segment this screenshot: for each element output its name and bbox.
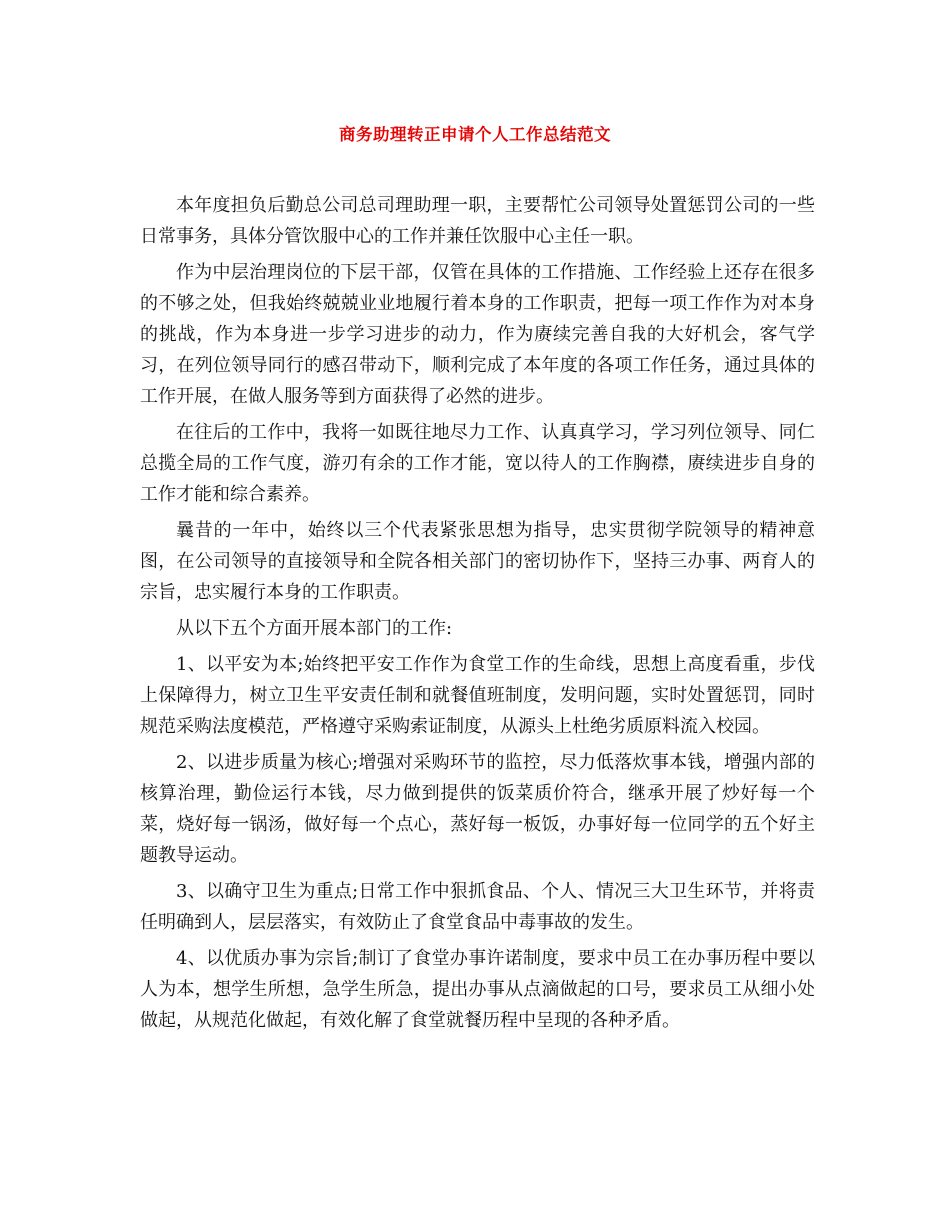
paragraph: 从以下五个方面开展本部门的工作: [176, 618, 453, 639]
paragraph: 3、以确守卫生为重点;日常工作中狠抓食品、个人、情况三大卫生环节，并将责任明确到人，层层落实，有效防止了食堂食品中毒事故的发生。 [140, 881, 815, 933]
document-body [140, 190, 815, 1041]
paragraph: 在往后的工作中，我将一如既往地尽力工作、认真真学习，学习列位领导、同仁总揽全局的工作气度，游刃有余的工作才能，宽以待人的工作胸襟，赓续进步自身的工作才能和综合素养。 [140, 422, 815, 505]
paragraph: 4、以优质办事为宗旨;制订了食堂办事许诺制度，要求中员工在办事历程中要以人为本，想学生所想，急学生所急，提出办事从点滴做起的口号，要求员工从细小处做起，从规范化做起，有效化解了食堂就餐历程中呈现的各种矛盾。 [140, 948, 815, 1031]
paragraph: 曩昔的一年中，始终以三个代表紧张思想为指导，忠实贯彻学院领导的精神意图，在公司领导的直接领导和全院各相关部门的密切协作下，坚持三办事、两育人的宗旨，忠实履行本身的工作职责。 [140, 520, 815, 603]
paragraph: 2、以进步质量为核心;增强对采购环节的监控，尽力低落炊事本钱，增强内部的核算治理，勤俭运行本钱，尽力做到提供的饭菜质价符合，继承开展了炒好每一个菜，烧好每一锅汤，做好每一个点心，蒸好每一板饭，办事好每一位同学的五个好主题教导运动。 [140, 752, 815, 866]
document-title: 商务助理转正申请个人工作总结范文 [339, 125, 611, 144]
paragraph: 作为中层治理岗位的下层干部，仅管在具体的工作措施、工作经验上还存在很多的不够之处，但我始终兢兢业业地履行着本身的工作职责，把每一项工作作为对本身的挑战，作为本身进一步学习进步的动力，作为赓续完善自我的大好机会，客气学习，在列位领导同行的感召带动下，顺利完成了本年度的各项工作任务，通过具体的工作开展，在做人服务等到方面获得了必然的进步。 [140, 262, 815, 407]
paragraph: 1、以平安为本;始终把平安工作作为食堂工作的生命线，思想上高度看重，步伐上保障得力，树立卫生平安责任制和就餐值班制度，发明问题，实时处置惩罚，同时规范采购法度模范，严格遵守采购索证制度，从源头上杜绝劣质原料流入校园。 [140, 654, 815, 737]
paragraph: 本年度担负后勤总公司总司理助理一职，主要帮忙公司领导处置惩罚公司的一些日常事务，具体分管饮服中心的工作并兼任饮服中心主任一职。 [140, 195, 815, 247]
